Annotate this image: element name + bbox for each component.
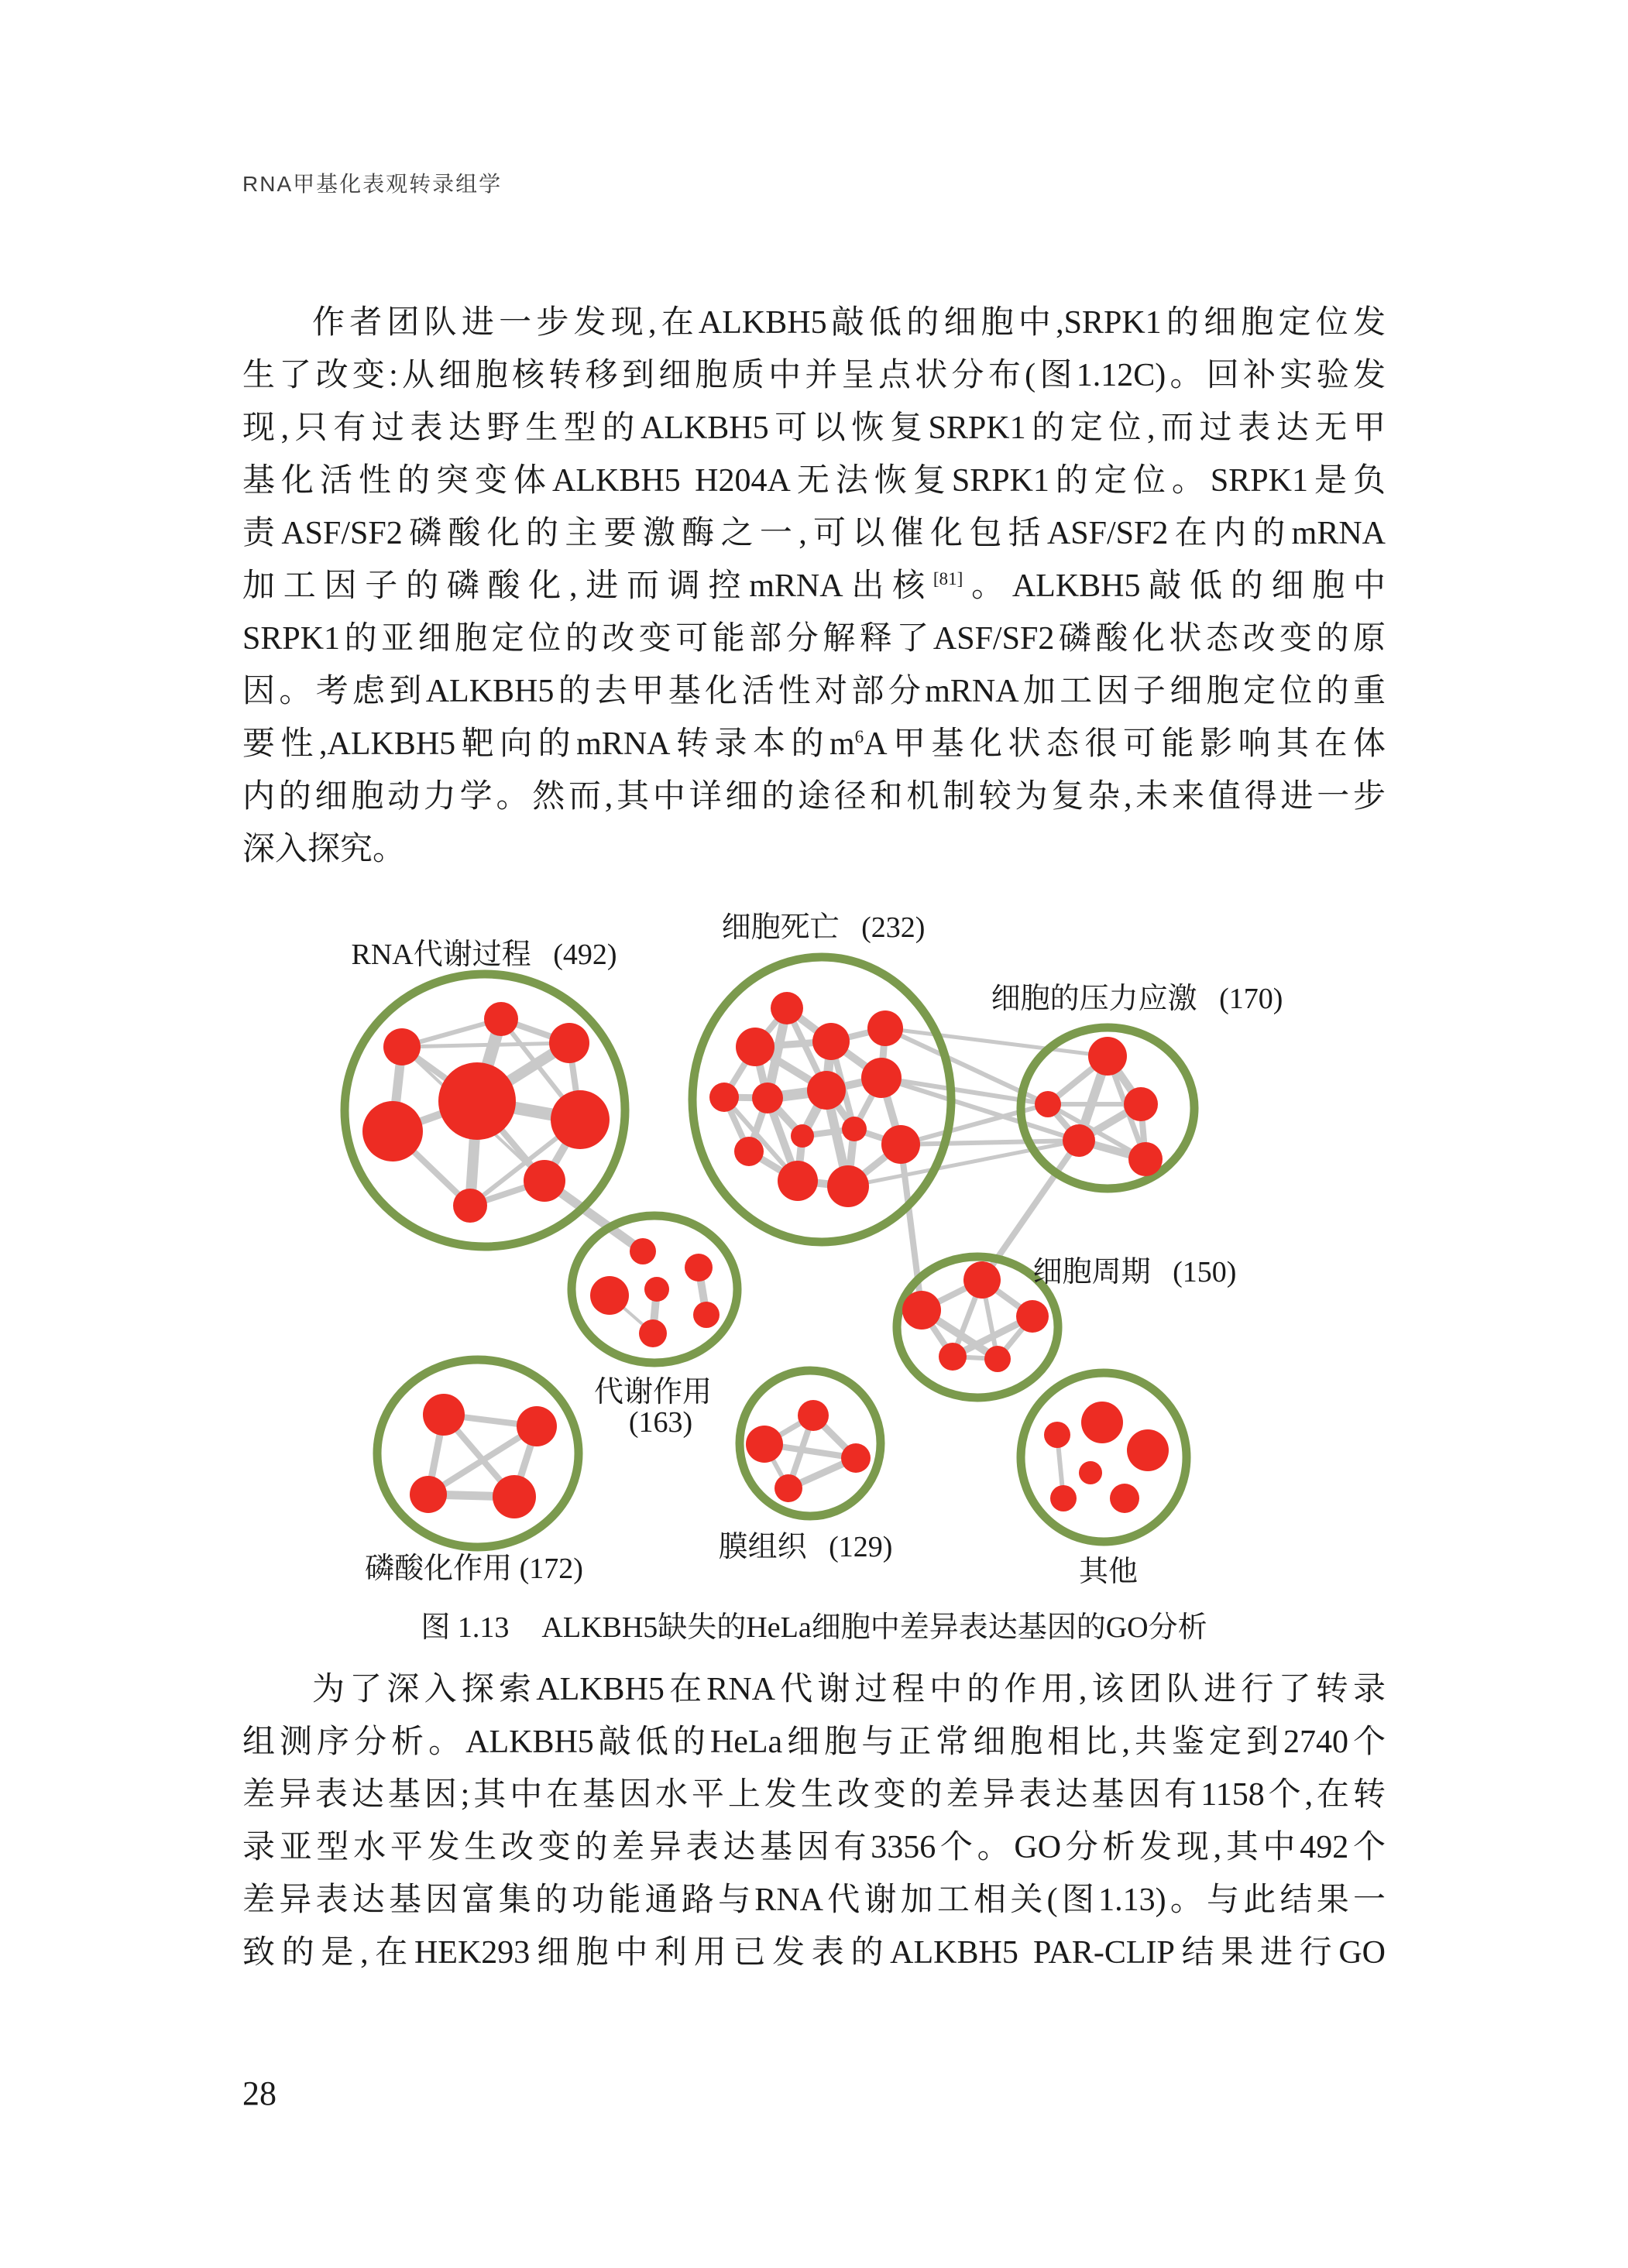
network-node <box>644 1277 669 1302</box>
network-node <box>630 1238 656 1264</box>
network-node <box>453 1189 487 1223</box>
figure-caption-label: 图 1.13 <box>421 1611 510 1644</box>
network-node <box>752 1083 783 1113</box>
text-line: 差异表达基因;其中在基因水平上发生改变的差异表达基因有1158个,在转 <box>242 1777 1386 1813</box>
network-node <box>423 1394 465 1436</box>
text-line: 现,只有过表达野生型的ALKBH5可以恢复SRPK1的定位,而过表达无甲 <box>242 410 1386 446</box>
network-edge <box>402 1043 569 1047</box>
network-node <box>778 1161 818 1201</box>
network-node <box>639 1319 667 1347</box>
page-number: 28 <box>242 2074 276 2112</box>
text-line: 因。考虑到ALKBH5的去甲基化活性对部分mRNA加工因子细胞定位的重 <box>242 674 1386 709</box>
cluster-label-phosphorylation: 磷酸化作用 (172) <box>365 1553 583 1585</box>
text-line: 加工因子的磷酸化,进而调控mRNA出核[81]。ALKBH5敲低的细胞中 <box>242 568 1386 604</box>
figure-caption-text: ALKBH5缺失的HeLa细胞中差异表达基因的GO分析 <box>541 1611 1207 1644</box>
inter-cluster-edge <box>901 1141 1079 1144</box>
paragraph-2 <box>242 1663 1386 1979</box>
network-node <box>410 1476 447 1513</box>
network-node <box>693 1302 720 1328</box>
cluster-label-rna-metabolic-process: RNA代谢过程 (492) <box>351 938 617 971</box>
network-node <box>939 1343 967 1371</box>
text-line: 差异表达基因富集的功能通路与RNA代谢加工相关(图1.13)。与此结果一 <box>242 1882 1386 1918</box>
network-node <box>963 1261 1001 1299</box>
figure-caption <box>242 1603 1386 1645</box>
network-node <box>1050 1485 1077 1511</box>
network-node <box>1035 1091 1061 1117</box>
network-node <box>590 1276 629 1315</box>
network-node <box>709 1083 739 1112</box>
network-node <box>517 1406 557 1446</box>
network-node <box>524 1160 565 1202</box>
text-line: 内的细胞动力学。然而,其中详细的途径和机制较为复杂,未来值得进一步 <box>242 779 1386 815</box>
cluster-label-other: 其他 <box>1078 1556 1139 1588</box>
network-node <box>881 1125 920 1164</box>
network-node <box>791 1124 814 1148</box>
network-node <box>1016 1300 1049 1333</box>
network-node <box>549 1023 589 1063</box>
network-node <box>1088 1037 1127 1076</box>
cluster-label-membrane-organization: 膜组织 (129) <box>718 1531 893 1563</box>
network-node <box>736 1028 775 1066</box>
network-node <box>812 1023 850 1060</box>
network-node <box>807 1071 846 1110</box>
text-line: 深入探究。 <box>242 832 406 867</box>
text-line: 致的是,在HEK293细胞中利用已发表的ALKBH5 PAR-CLIP结果进行GO <box>242 1935 1386 1971</box>
network-node <box>1081 1402 1123 1443</box>
superscript: [81] <box>932 568 963 588</box>
text-line: 要性,ALKBH5靶向的mRNA转录本的$m^6A$甲基化状态很可能影响其在体 <box>242 726 1386 762</box>
text-line: 组测序分析。ALKBH5敲低的HeLa细胞与正常细胞相比,共鉴定到2740个 <box>242 1724 1386 1760</box>
cluster-label-cell-death: 细胞死亡 (232) <box>721 911 926 944</box>
network-node <box>798 1400 829 1431</box>
text-line: 为了深入探索ALKBH5在RNA代谢过程中的作用,该团队进行了转录 <box>312 1672 1386 1707</box>
network-node <box>902 1291 941 1330</box>
text-line: 作者团队进一步发现,在ALKBH5敲低的细胞中,SRPK1的细胞定位发 <box>312 305 1386 341</box>
network-node <box>842 1117 867 1141</box>
superscript: 6 <box>854 726 864 746</box>
text-line: 生了改变:从细胞核转移到细胞质中并呈点状分布(图1.12C)。回补实验发 <box>242 358 1386 393</box>
cluster-label-cellular-stress-response: 细胞的压力应激 (170) <box>991 983 1283 1015</box>
network-node <box>438 1062 516 1140</box>
network-node <box>746 1426 783 1463</box>
network-node <box>484 1002 518 1036</box>
network-node <box>1110 1484 1139 1513</box>
network-node <box>775 1474 802 1502</box>
cluster-label-metabolism: (163) <box>628 1406 693 1439</box>
network-node <box>984 1346 1011 1372</box>
network-node <box>551 1090 610 1149</box>
network-node <box>734 1137 764 1166</box>
network-node <box>1128 1142 1163 1176</box>
running-header: RNA甲基化表观转录组学 <box>242 172 503 196</box>
text-line: 责ASF/SF2磷酸化的主要激酶之一,可以催化包括ASF/SF2在内的mRNA <box>242 516 1386 551</box>
network-node <box>1124 1087 1158 1121</box>
text-line: 录亚型水平发生改变的差异表达基因有3356个。GO分析发现,其中492个 <box>242 1830 1386 1865</box>
network-node <box>1063 1124 1095 1157</box>
network-node <box>1127 1429 1169 1471</box>
network-node <box>841 1443 871 1473</box>
network-node <box>493 1475 536 1518</box>
network-node <box>685 1254 713 1282</box>
paragraph-1 <box>242 297 1386 876</box>
network-node <box>861 1058 902 1098</box>
network-node <box>867 1010 903 1046</box>
network-node <box>383 1028 421 1065</box>
network-node <box>362 1101 423 1161</box>
network-node <box>1079 1461 1102 1484</box>
network-node <box>827 1165 869 1207</box>
text-line: 基化活性的突变体ALKBH5 H204A无法恢复SRPK1的定位。SRPK1是负 <box>242 463 1386 499</box>
figure-go-network <box>0 883 1628 1618</box>
cluster-label-metabolism: 代谢作用 <box>593 1376 713 1408</box>
cluster-label-cell-cycle: 细胞周期 (150) <box>1032 1256 1237 1288</box>
text-line: SRPK1的亚细胞定位的改变可能部分解释了ASF/SF2磷酸化状态改变的原 <box>242 621 1386 657</box>
network-node <box>1044 1422 1070 1448</box>
network-node <box>771 992 803 1024</box>
